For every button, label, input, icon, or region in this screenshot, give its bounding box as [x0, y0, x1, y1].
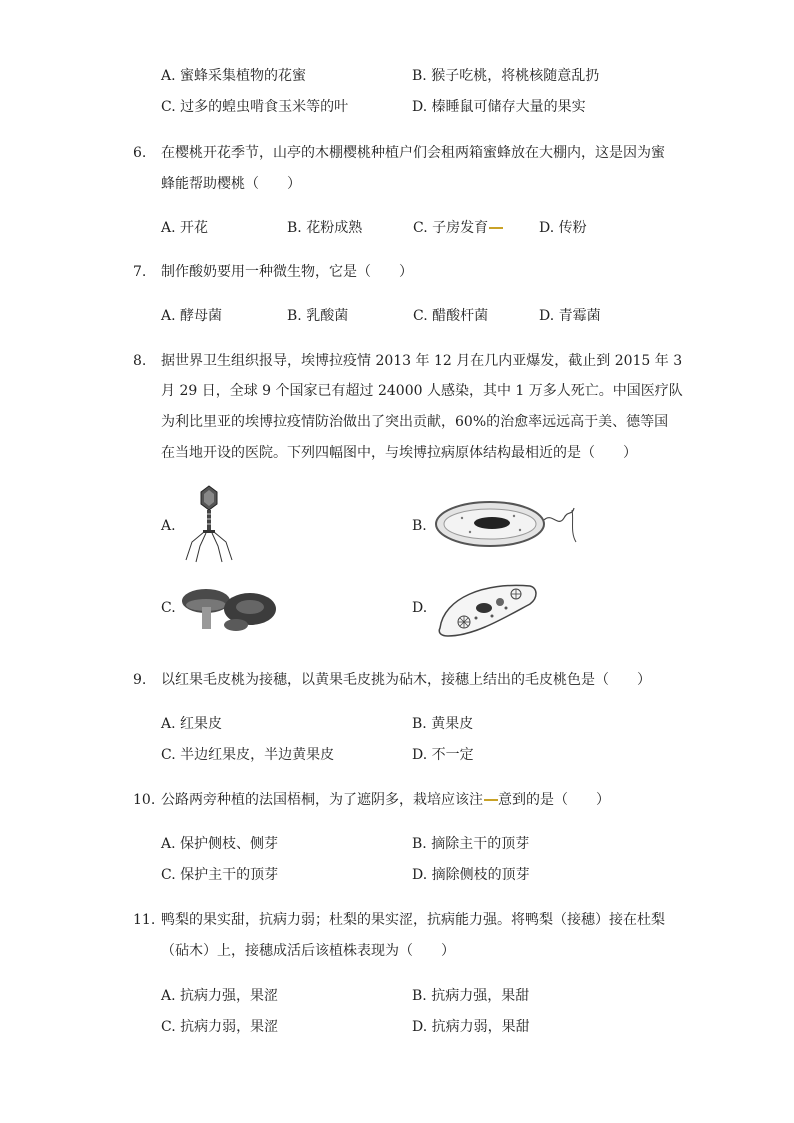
q6-option-c: C. 子房发育	[413, 220, 489, 236]
mushroom-image	[180, 585, 280, 635]
q5-option-b: B. 猴子吃桃，将桃核随意乱扔	[412, 68, 600, 84]
q11-option-d: D. 抗病力弱，果甜	[412, 1019, 530, 1035]
q6-option-b: B. 花粉成熟	[287, 220, 363, 236]
q7-option-c: C. 醋酸杆菌	[413, 308, 489, 324]
q6-number: 6.	[133, 145, 147, 161]
q10-stem-part2: 意到的是（ ）	[498, 792, 610, 808]
q8-option-c: C.	[161, 600, 176, 616]
q8-option-a: A.	[161, 518, 176, 534]
q10-stem-part1: 公路两旁种植的法国梧桐，为了遮阴多，栽培应该注	[161, 792, 483, 808]
q5-option-d: D. 榛睡鼠可储存大量的果实	[412, 99, 586, 115]
q10-option-b: B. 摘除主干的顶芽	[412, 836, 530, 852]
q9-option-a: A. 红果皮	[161, 716, 223, 732]
q9-option-d: D. 不一定	[412, 747, 474, 763]
q8-stem-line4: 在当地开设的医院。下列四幅图中，与埃博拉病原体结构最相近的是（ ）	[161, 445, 637, 461]
bacterium-image	[434, 498, 580, 550]
q11-option-c: C. 抗病力弱，果涩	[161, 1019, 279, 1035]
bacteriophage-image	[178, 484, 240, 564]
q8-stem-line2: 月 29 日，全球 9 个国家已有超过 24000 人感染，其中 1 万多人死亡。中国医疗队	[161, 383, 683, 399]
q10-stem-line1	[161, 790, 610, 810]
q11-stem-line2: （砧木）上，接穗成活后该植株表现为（ ）	[161, 943, 455, 959]
q8-option-b: B.	[412, 518, 427, 534]
q11-option-a: A. 抗病力强，果涩	[161, 988, 279, 1004]
q10-option-c: C. 保护主干的顶芽	[161, 867, 279, 883]
q8-number: 8.	[133, 353, 147, 369]
q10-number: 10.	[133, 792, 156, 808]
underline-mark	[489, 227, 503, 229]
underline-mark	[484, 799, 498, 801]
q6-option-a: A. 开花	[161, 220, 209, 236]
q7-option-d: D. 青霉菌	[539, 308, 601, 324]
q6-option-d: D. 传粉	[539, 220, 587, 236]
q9-number: 9.	[133, 672, 147, 688]
q9-option-c: C. 半边红果皮，半边黄果皮	[161, 747, 335, 763]
q7-number: 7.	[133, 264, 147, 280]
q10-option-a: A. 保护侧枝、侧芽	[161, 836, 279, 852]
q6-option-c-wrap	[413, 218, 503, 238]
q11-option-b: B. 抗病力强，果甜	[412, 988, 530, 1004]
q7-stem-line1: 制作酸奶要用一种微生物，它是（ ）	[161, 264, 413, 280]
q7-option-b: B. 乳酸菌	[287, 308, 349, 324]
q6-stem-line2: 蜂能帮助樱桃（ ）	[161, 176, 301, 192]
q11-stem-line1: 鸭梨的果实甜，抗病力弱；杜梨的果实涩，抗病能力强。将鸭梨（接穗）接在杜梨	[161, 912, 665, 928]
q8-option-d: D.	[412, 600, 428, 616]
paramecium-image	[434, 578, 542, 640]
q11-number: 11.	[133, 912, 156, 928]
q9-stem-line1: 以红果毛皮桃为接穗，以黄果毛皮挑为砧木，接穗上结出的毛皮桃色是（ ）	[161, 672, 651, 688]
q10-option-d: D. 摘除侧枝的顶芽	[412, 867, 530, 883]
q8-stem-line3: 为利比里亚的埃博拉疫情防治做出了突出贡献，60%的治愈率远远高于美、德等国	[161, 414, 669, 430]
q6-stem-line1: 在樱桃开花季节，山亭的木棚樱桃种植户们会租两箱蜜蜂放在大棚内，这是因为蜜	[161, 145, 665, 161]
q5-option-a: A. 蜜蜂采集植物的花蜜	[161, 68, 307, 84]
q7-option-a: A. 酵母菌	[161, 308, 223, 324]
q5-option-c: C. 过多的蝗虫啃食玉米等的叶	[161, 99, 349, 115]
q8-stem-line1: 据世界卫生组织报导，埃博拉疫情 2013 年 12 月在几内亚爆发，截止到 2015 年 3	[161, 353, 683, 369]
q9-option-b: B. 黄果皮	[412, 716, 474, 732]
